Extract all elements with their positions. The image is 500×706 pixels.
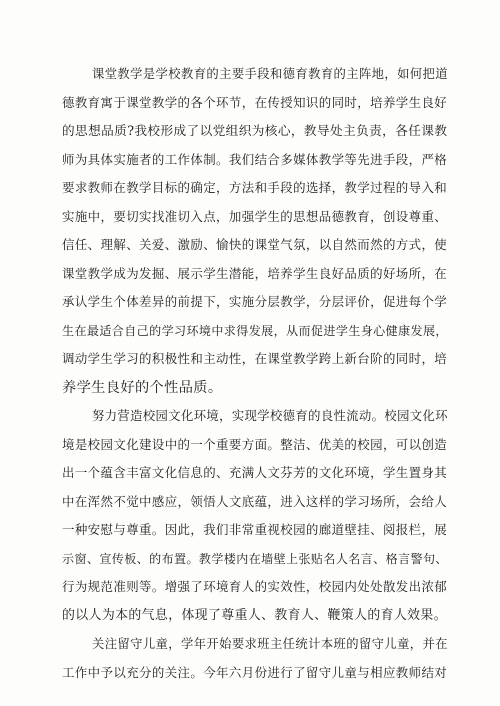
text-line: 的思想品质?我校形成了以党组织为核心，教导处主负责，各任课教 (62, 123, 448, 138)
text-line: 努力营造校园文化环境，实现学校德育的良性流动。校园文化环 (92, 409, 448, 423)
text-line: 德教育寓于课堂教学的各个环节，在传授知识的同时，培养学生良好 (62, 95, 448, 110)
text-line: 生在最适合自己的学习环境中求得发展，从而促进学生身心健康发展， (62, 324, 448, 338)
text-line: 示窗、宣传板、的布置。教学楼内在墙壁上张贴名人名言、格言警句、 (62, 552, 448, 566)
text-line: 实施中，要切实找准切入点，加强学生的思想品德教育，创设尊重、 (62, 209, 448, 224)
text-line: 工作中予以充分的关注。今年六月份进行了留守儿童与相应教师结对 (62, 665, 448, 680)
text-line: 调动学生学习的积极性和主动性，在课堂教学跨上新台阶的同时，培 (62, 351, 448, 366)
text-line: 一种安慰与尊重。因此，我们非常重视校园的廊道壁挂、阅报栏，展 (62, 522, 448, 537)
text-line: 行为规范准则等。增强了环境育人的实效性，校园内处处散发出浓郁 (62, 579, 448, 594)
text-line: 师为具体实施者的工作体制。我们结合多媒体教学等先进手段，严格 (62, 152, 448, 167)
text-line: 要求教师在教学目标的确定，方法和手段的选择，教学过程的导入和 (62, 180, 448, 195)
text-line: 信任、理解、关爱、激励、愉快的课堂气氛，以自然而然的方式，使 (62, 237, 448, 252)
text-line: 承认学生个体差异的前提下，实施分层教学，分层评价，促进每个学 (62, 294, 448, 309)
text-line: 境是校园文化建设中的一个重要方面。整洁、优美的校园，可以创造 (62, 437, 448, 452)
text-line: 课堂教学是学校教育的主要手段和德育教育的主阵地，如何把道 (92, 67, 448, 81)
text-line: 的以人为本的气息，体现了尊重人、教育人、鞭策人的育人效果。 (62, 608, 447, 623)
text-line: 关注留守儿童，学年开始要求班主任统计本班的留守儿童，并在 (92, 637, 448, 651)
text-line: 养学生良好的个性品质。 (62, 380, 223, 396)
text-line: 课堂教学成为发掘、展示学生潜能，培养学生良好品质的好场所，在 (62, 266, 448, 281)
text-line: 出一个蕴含丰富文化信息的、充满人文芬芳的文化环境，学生置身其 (62, 465, 448, 480)
text-line: 中在浑然不觉中感应，领悟人文底蕴，进入这样的学习场所，会给人 (62, 494, 448, 509)
